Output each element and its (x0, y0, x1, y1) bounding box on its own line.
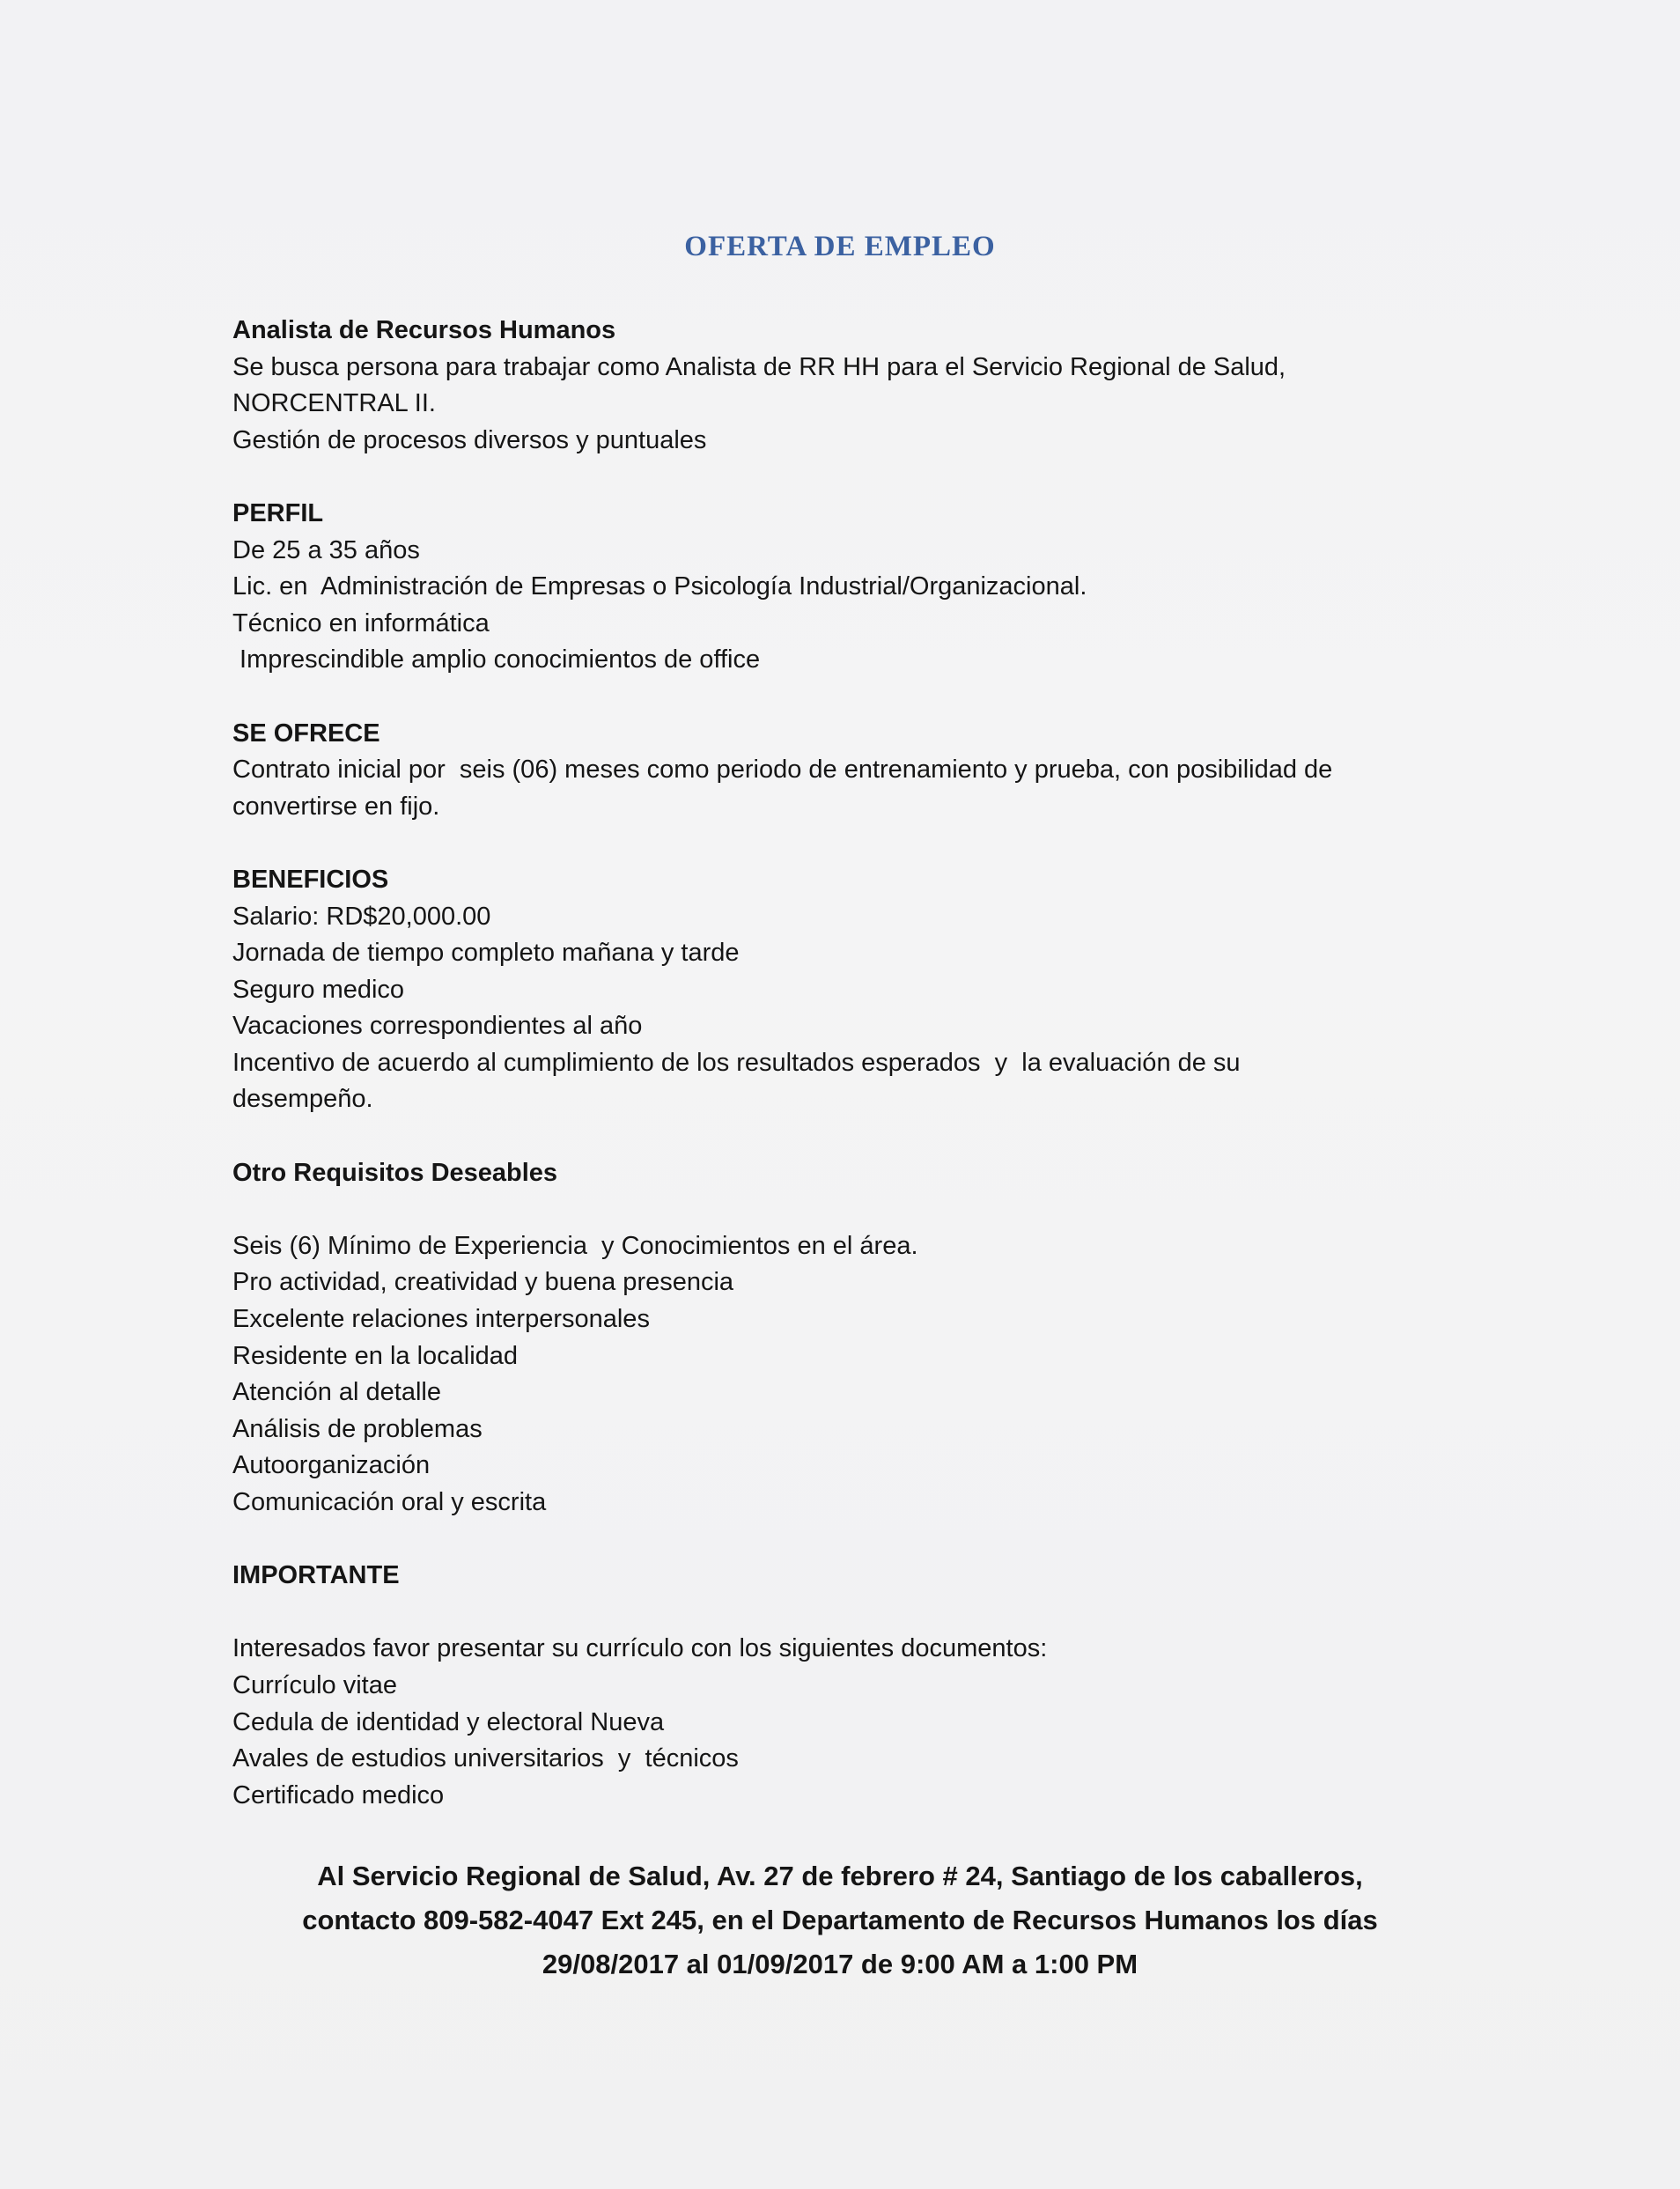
job-heading: Analista de Recursos Humanos (232, 316, 616, 344)
document-body (232, 313, 1465, 1814)
footer-line: contacto 809-582-4047 Ext 245, en el Departamento de Recursos Humanos los días (302, 1905, 1378, 1935)
footer-line: Al Servicio Regional de Salud, Av. 27 de febrero # 24, Santiago de los caballeros, (317, 1861, 1363, 1891)
requisito-item: Seis (6) Mínimo de Experiencia y Conocimientos en el área. (232, 1231, 918, 1260)
beneficio-item: Vacaciones correspondientes al año (232, 1012, 643, 1041)
requisito-item: Atención al detalle (232, 1378, 441, 1407)
section-heading-perfil: PERFIL (232, 498, 324, 527)
page-title: OFERTA DE EMPLEO (684, 231, 996, 262)
spacer (232, 1522, 1465, 1559)
contact-footer (0, 1854, 1680, 1986)
beneficio-item: Salario: RD$20,000.00 (232, 902, 491, 931)
perfil-item: Imprescindible amplio conocimientos de office (232, 645, 761, 674)
requisito-item: Comunicación oral y escrita (232, 1488, 547, 1516)
importante-intro: Interesados favor presentar su currículo con los siguientes documentos: (232, 1634, 1048, 1663)
requisito-item: Pro actividad, creatividad y buena presencia (232, 1268, 734, 1297)
beneficio-item: Incentivo de acuerdo al cumplimiento de los resultados esperados y la evaluación de su (232, 1048, 1241, 1077)
document-item: Certificado medico (232, 1780, 445, 1809)
se-ofrece-line: Contrato inicial por seis (06) meses como periodo de entrenamiento y prueba, con posibilidad de (232, 755, 1333, 785)
section-heading-se-ofrece: SE OFRECE (232, 719, 380, 748)
document-item: Avales de estudios universitarios y técnicos (232, 1744, 739, 1773)
job-description-line: Se busca persona para trabajar como Analista de RR HH para el Servicio Regional de Salud, (232, 352, 1286, 381)
requisito-item: Autoorganización (232, 1451, 431, 1480)
beneficio-item: Jornada de tiempo completo mañana y tarde (232, 939, 740, 968)
spacer (232, 679, 1465, 716)
perfil-item: De 25 a 35 años (232, 535, 420, 564)
job-description-line: Gestión de procesos diversos y puntuales (232, 425, 707, 454)
se-ofrece-line: convertirse en fijo. (232, 792, 440, 821)
requisito-item: Excelente relaciones interpersonales (232, 1305, 650, 1334)
requisito-item: Residente en la localidad (232, 1341, 519, 1370)
perfil-item: Lic. en Administración de Empresas o Psicología Industrial/Organizacional. (232, 572, 1087, 601)
requisito-item: Análisis de problemas (232, 1414, 483, 1443)
perfil-item: Técnico en informática (232, 608, 490, 638)
footer-line: 29/08/2017 al 01/09/2017 de 9:00 AM a 1:00 PM (542, 1949, 1138, 1979)
beneficio-item: Seguro medico (232, 975, 405, 1004)
spacer (232, 459, 1465, 496)
spacer (232, 1595, 1465, 1632)
document-item: Cedula de identidad y electoral Nueva (232, 1707, 665, 1736)
spacer (232, 1118, 1465, 1155)
spacer (232, 1191, 1465, 1228)
beneficio-item: desempeño. (232, 1085, 373, 1114)
section-heading-requisitos: Otro Requisitos Deseables (232, 1158, 558, 1187)
spacer (232, 825, 1465, 862)
section-heading-importante: IMPORTANTE (232, 1561, 400, 1590)
document-item: Currículo vitae (232, 1670, 397, 1699)
section-heading-beneficios: BENEFICIOS (232, 865, 389, 894)
job-description-line: NORCENTRAL II. (232, 389, 436, 418)
